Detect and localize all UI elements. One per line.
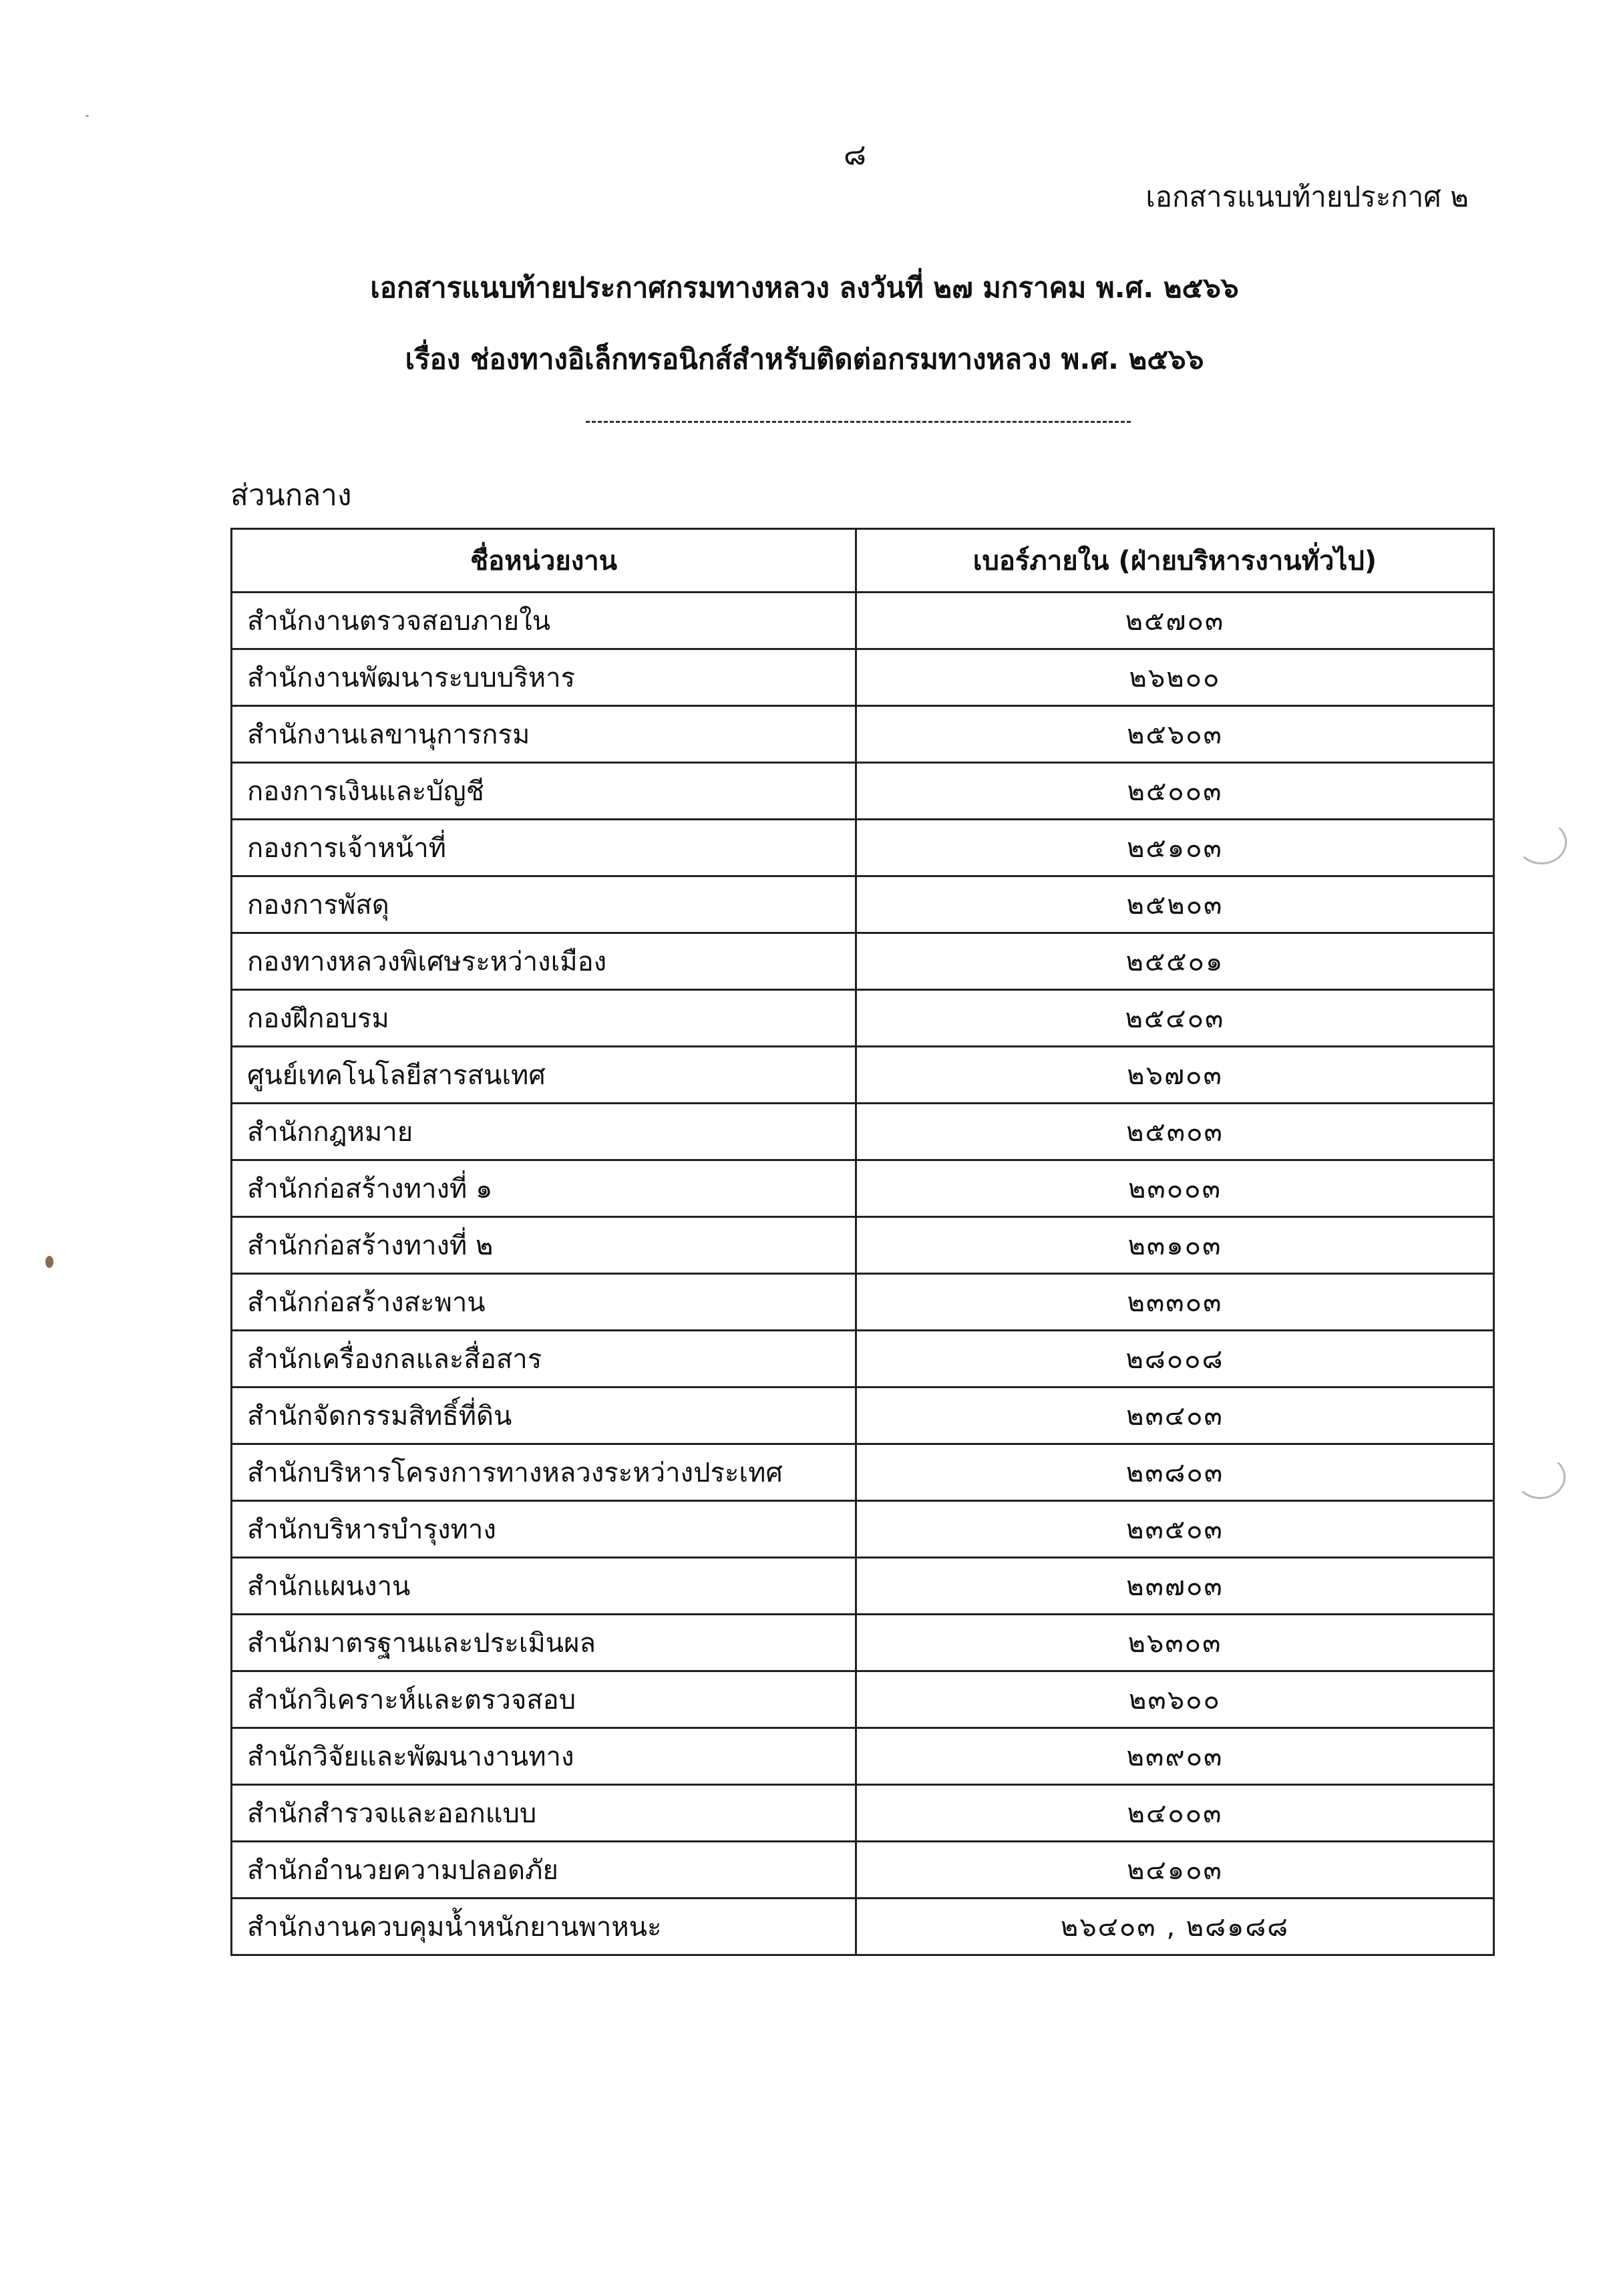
punch-hole-mark [1515,1455,1566,1499]
column-header-extension: เบอร์ภายใน (ฝ่ายบริหารงานทั่วไป) [856,529,1494,593]
table-row [232,820,1494,876]
document-heading: เอกสารแนบท้ายประกาศกรมทางหลวง ลงวันที่ ๒๗ มกราคม พ.ศ. ๒๕๖๖ [370,271,1239,304]
unit-name-cell: สำนักสำรวจและออกแบบ [232,1785,856,1842]
extension-number-cell: ๒๓๓๐๓ [856,1274,1494,1331]
unit-name-cell: สำนักวิจัยและพัฒนางานทาง [232,1728,856,1785]
unit-name-cell: สำนักอำนวยความปลอดภัย [232,1842,856,1899]
table-body [232,593,1494,1955]
unit-name-cell: สำนักแผนงาน [232,1558,856,1615]
extension-table [230,528,1495,1956]
unit-name-cell: กองการเงินและบัญชี [232,763,856,820]
unit-name-cell: สำนักบริหารบำรุงทาง [232,1501,856,1558]
document-subject: เรื่อง ช่องทางอิเล็กทรอนิกส์สำหรับติดต่อกรมทางหลวง พ.ศ. ๒๕๖๖ [405,343,1204,375]
extension-number-cell: ๒๓๐๐๓ [856,1160,1494,1217]
unit-name-cell: สำนักกฎหมาย [232,1104,856,1160]
extension-number-cell: ๒๖๓๐๓ [856,1615,1494,1671]
unit-name-cell: กองฝึกอบรม [232,990,856,1047]
table-row [232,933,1494,990]
extension-number-cell: ๒๓๑๐๓ [856,1217,1494,1274]
unit-name-cell: กองการพัสดุ [232,876,856,933]
extension-number-cell: ๒๕๖๐๓ [856,706,1494,763]
table-row [232,1899,1494,1955]
dashed-divider [586,421,1131,423]
unit-name-cell: สำนักงานควบคุมน้ำหนักยานพาหนะ [232,1899,856,1955]
extension-number-cell: ๒๕๐๐๓ [856,763,1494,820]
extension-number-cell: ๒๓๗๐๓ [856,1558,1494,1615]
table-row [232,1047,1494,1104]
unit-name-cell: สำนักมาตรฐานและประเมินผล [232,1615,856,1671]
extension-number-cell: ๒๓๙๐๓ [856,1728,1494,1785]
unit-name-cell: สำนักก่อสร้างทางที่ ๒ [232,1217,856,1274]
punch-hole-mark [1516,820,1567,864]
unit-name-cell: สำนักวิเคราะห์และตรวจสอบ [232,1671,856,1728]
table-row [232,593,1494,649]
table-row [232,1558,1494,1615]
table-row [232,649,1494,706]
extension-number-cell: ๒๓๕๐๓ [856,1501,1494,1558]
table-row [232,1785,1494,1842]
extension-number-cell: ๒๔๑๐๓ [856,1842,1494,1899]
extension-number-cell: ๒๖๔๐๓ , ๒๘๑๘๘ [856,1899,1494,1955]
section-title: ส่วนกลาง [230,478,352,512]
extension-number-cell: ๒๕๔๐๓ [856,990,1494,1047]
table-row [232,1728,1494,1785]
unit-name-cell: สำนักก่อสร้างทางที่ ๑ [232,1160,856,1217]
attachment-label: เอกสารแนบท้ายประกาศ ๒ [1145,180,1469,213]
unit-name-cell: สำนักงานตรวจสอบภายใน [232,593,856,649]
table-row [232,1615,1494,1671]
unit-name-cell: กองการเจ้าหน้าที่ [232,820,856,876]
table-row [232,876,1494,933]
extension-number-cell: ๒๓๖๐๐ [856,1671,1494,1728]
extension-number-cell: ๒๖๒๐๐ [856,649,1494,706]
extension-number-cell: ๒๓๔๐๓ [856,1387,1494,1444]
page-number: ๘ [844,138,866,172]
extension-number-cell: ๒๕๗๐๓ [856,593,1494,649]
table-row [232,1160,1494,1217]
table-row [232,1444,1494,1501]
extension-number-cell: ๒๕๒๐๓ [856,876,1494,933]
unit-name-cell: สำนักจัดกรรมสิทธิ์ที่ดิน [232,1387,856,1444]
extension-number-cell: ๒๔๐๐๓ [856,1785,1494,1842]
extension-number-cell: ๒๓๘๐๓ [856,1444,1494,1501]
unit-name-cell: สำนักงานพัฒนาระบบบริหาร [232,649,856,706]
extension-number-cell: ๒๖๗๐๓ [856,1047,1494,1104]
table-row [232,706,1494,763]
unit-name-cell: สำนักเครื่องกลและสื่อสาร [232,1331,856,1387]
table-row [232,1217,1494,1274]
column-header-unit-name: ชื่อหน่วยงาน [232,529,856,593]
table-row [232,1104,1494,1160]
table-row [232,990,1494,1047]
unit-name-cell: กองทางหลวงพิเศษระหว่างเมือง [232,933,856,990]
table-row [232,1387,1494,1444]
table-row [232,1274,1494,1331]
table-row [232,1842,1494,1899]
table-row [232,1671,1494,1728]
table-row [232,763,1494,820]
table-row [232,1331,1494,1387]
paper-speck [45,1256,53,1268]
unit-name-cell: สำนักก่อสร้างสะพาน [232,1274,856,1331]
extension-number-cell: ๒๘๐๐๘ [856,1331,1494,1387]
extension-number-cell: ๒๕๑๐๓ [856,820,1494,876]
table-row [232,1501,1494,1558]
unit-name-cell: สำนักบริหารโครงการทางหลวงระหว่างประเทศ [232,1444,856,1501]
paper-speck [85,115,89,117]
table-header-row [232,529,1494,593]
unit-name-cell: สำนักงานเลขานุการกรม [232,706,856,763]
extension-number-cell: ๒๕๓๐๓ [856,1104,1494,1160]
unit-name-cell: ศูนย์เทคโนโลยีสารสนเทศ [232,1047,856,1104]
extension-number-cell: ๒๕๕๐๑ [856,933,1494,990]
